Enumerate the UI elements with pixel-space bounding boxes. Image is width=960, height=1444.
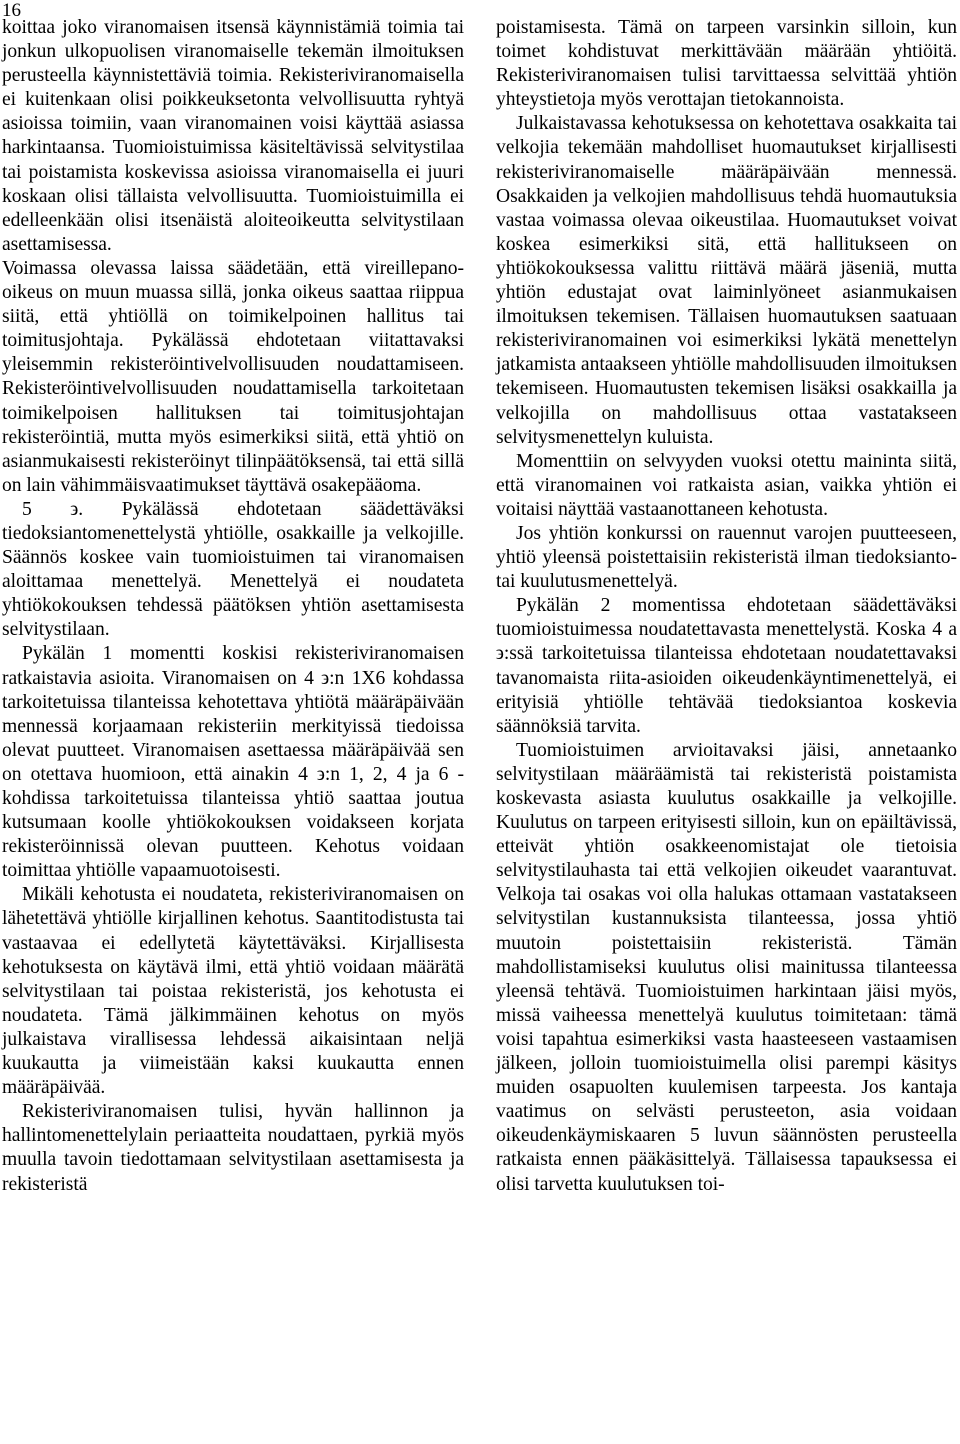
paragraph: Momenttiin on selvyyden vuoksi otettu maininta siitä, että viranomainen voi ratkaista asian, vaikka yhtiön ei voitaisi näyttää vastaanottaneen kehotusta. <box>496 450 957 520</box>
paragraph: 5 ϶. Pykälässä ehdotetaan säädettäväksi tiedoksiantomenettelystä yhtiölle, osakkaille ja velkojille. Säännös koskee vain tuomioistuimen tai viranomaisen aloittamaa menettelyä. Menettelyä ei noudateta yhtiökokouksen tehdessä päätöksen yhtiön asettamisesta selvitystilaan. <box>2 498 464 641</box>
paragraph: Pykälän 1 momentti koskisi rekisteriviranomaisen ratkaistavia asioita. Viranomaisen on 4 ϶:n 1X6 kohdassa tarkoitetuissa tilanteissa kehotettava yhtiötä määräpäivään mennessä korjaamaan rekisteriin merkityissä tiedoissa olevat puutteet. Viranomaisen asettaessa määräpäivää sen on otettava huomioon, että ainakin 4 ϶:n 1, 2, 4 ja 6 -kohdissa tarkoitetuissa tilanteissa yhtiö saattaa joutua kutsumaan koolle yhtiökokouksen voidakseen korjata rekisteröinnissä olevan puutteen. Kehotus voidaan toimittaa yhtiölle vapaamuotoisesti. <box>2 643 464 882</box>
paragraph: poistamisesta. Tämä on tarpeen varsinkin silloin, kun toimet kohdistuvat merkittävään määrään yhtiöitä. Rekisteriviranomaisen tulisi tarvittaessa selvittää yhtiön yhteystietoja myös verottajan tietokannoista. <box>496 17 957 111</box>
paragraph: Rekisteriviranomaisen tulisi, hyvän hallinnon ja hallintomenettelylain periaatteita noudattaen, pyrkiä myös muulla tavoin tiedottamaan selvitystilaan asettamisesta ja rekisteristä <box>2 1101 464 1195</box>
paragraph: Julkaistavassa kehotuksessa on kehotettava osakkaita tai velkojia tekemään mahdolliset huomautukset kirjallisesti rekisteriviranomaiselle määräpäivään mennessä. Osakkaiden ja velkojien mahdollisuus tehdä huomautuksia vastaa voimassa olevaa oikeustilaa. Huomautukset voivat koskea esimerkiksi sitä, että hallitukseen on yhtiökokouksessa valittu riittävä määrä jäseniä, mutta yhtiön edustajat ovat laiminlyöneet asianmukaisen ilmoituksen tekemisen. Tällaisen huomautuksen saatuaan rekisteriviranomainen voi esimerkiksi lykätä menettelyn jatkamista antaakseen yhtiölle mahdollisuuden ilmoituksen tekemiseen. Huomautusten tekemisen lisäksi osakkailla ja velkojilla on mahdollisuus ottaa vastatakseen selvitysmenettelyn kuluista. <box>496 113 957 448</box>
left-column <box>2 16 464 1197</box>
paragraph: Tuomioistuimen arvioitavaksi jäisi, annetaanko selvitystilaan määräämistä tai rekisteristä poistamista koskevasta asiasta kuulutus osakkaille ja velkojille. Kuulutus on tarpeen erityisesti silloin, kun on epäiltävissä, etteivät yhtiön osakkeenomistajat ole tietoisia selvitystilauhasta tai että velkojien oikeudet vaarantuvat. Velkoja tai osakas voi olla halukas ottamaan vastatakseen selvitystilan kustannuksista tilanteessa, jossa yhtiö muutoin poistettaisiin rekisteristä. Tämän mahdollistamiseksi kuulutus olisi mainitussa tilanteessa yleensä tehtävä. Tuomioistuimen harkintaan jäisi myös, missä vaiheessa menettelyä kuulutus toimitetaan: tämä voisi tapahtua esimerkiksi vasta haasteeseen vastaamisen jälkeen, jolloin tuomioistuimella olisi parempi käsitys muiden osapuolten kuulemisen tarpeesta. Jos kantaja vaatimus on selvästi perusteeton, asia voidaan oikeudenkäymiskaaren 5 luvun säännösten perusteella ratkaista ennen pääkäsittelyä. Tällaisessa tapauksessa ei olisi tarvetta kuulutuksen toi- <box>496 739 957 1195</box>
right-column <box>496 16 957 1197</box>
paragraph: koittaa joko viranomaisen itsensä käynnistämiä toimia tai jonkun ulkopuolisen viranomaiselle tekemän ilmoituksen perusteella käynnistettäviä toimia. Rekisteriviranomaisella ei kuitenkaan olisi poikkeuksetonta velvollisuutta ryhtyä asioissa toimiin, vaan viranomainen voisi käyttää asiassa harkintaansa. Tuomioistuimissa käsiteltävissä selvitystilaa tai poistamista koskevissa asioissa viranomaisella ei juuri koskaan olisi tällaista velvollisuutta. Tuomioistuimilla ei edelleenkään olisi itsenäistä aloiteoikeutta selvitystilaan asettamisessa. <box>2 17 464 255</box>
paragraph: Jos yhtiön konkurssi on rauennut varojen puutteeseen, yhtiö yleensä poistettaisiin rekisteristä ilman tiedoksianto- tai kuulutusmenettelyä. <box>496 522 957 593</box>
paragraph: Mikäli kehotusta ei noudateta, rekisteriviranomaisen on lähetettävä yhtiölle kirjallinen kehotus. Saantitodistusta tai vastaavaa ei edellytetä käytettäväksi. Kirjallisesta kehotuksesta on käytävä ilmi, että yhtiö voidaan määrätä selvitystilaan tai poistaa rekisteristä, jos kehotusta ei noudateta. Tämä jälkimmäinen kehotus on myös julkaistava virallisessa lehdessä aikaisintaan neljä kuukautta ja viimeistään kaksi kuukautta ennen määräpäivää. <box>2 884 464 1099</box>
paragraph: Voimassa olevassa laissa säädetään, että vireillepano-oikeus on muun muassa sillä, jonka oikeus saattaa riippua siitä, että yhtiöllä on toimikelpoinen hallitus tai toimitusjohtaja. Pykälässä ehdotetaan viitattavaksi yleisemmin rekisteröintivelvollisuuden noudattamiseen. Rekisteröintivelvollisuuden noudattamisella tarkoitetaan toimikelpoisen hallituksen tai toimitusjohtajan rekisteröintiä, mutta myös esimerkiksi siitä, että yhtiö on asianmukaisesti rekisteröinyt tilinpäätöksensä, tai että sillä on lain vähimmäisvaatimukset täyttävä osakepääoma. <box>2 257 464 496</box>
page-number: 16 <box>2 0 21 21</box>
paragraph: Pykälän 2 momentissa ehdotetaan säädettäväksi tuomioistuimessa noudatettavasta menettelystä. Koska 4 a ϶:ssä tarkoitetuissa tilanteissa ehdotetaan noudatettavaksi tavanomaista riita-asioiden oikeudenkäyntimenettelyä, ei erityisiä yhtiölle tehtävää tiedoksiantoa koskevia säännöksiä tarvita. <box>496 595 957 737</box>
